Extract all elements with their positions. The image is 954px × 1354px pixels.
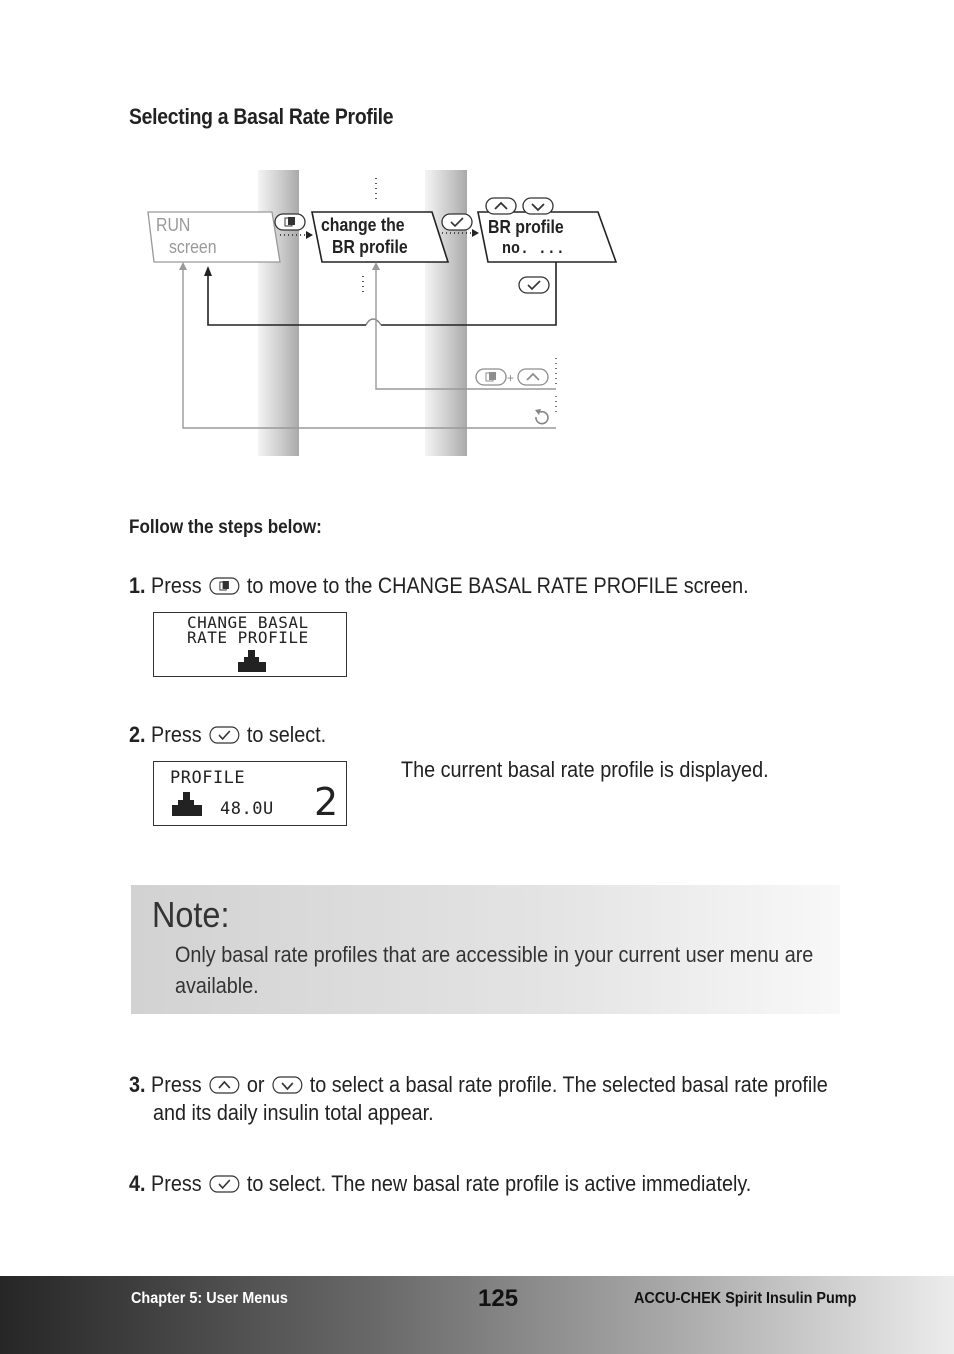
lcd-line-1: CHANGE BASAL [187, 613, 309, 632]
change-profile-label-1: change the [321, 215, 405, 235]
flow-diagram [140, 170, 620, 460]
step-3 [129, 1071, 828, 1099]
note-text: Only basal rate profiles that are accessible in your current user menu are available. [175, 942, 814, 998]
back-icon [535, 409, 548, 424]
step-text: to select a basal rate profile. The selected basal rate profile [309, 1072, 828, 1097]
menu-button-icon [476, 369, 506, 385]
ok-button-icon [209, 726, 240, 744]
ok-button-icon [209, 1175, 240, 1193]
lcd-line-2: RATE PROFILE [187, 628, 309, 647]
step-number: 2. [129, 722, 146, 747]
step-number: 3. [129, 1072, 146, 1097]
up-button-icon [518, 369, 548, 385]
lcd-profile-title: PROFILE [170, 768, 246, 788]
step-number: 4. [129, 1171, 146, 1196]
step-text: Press [151, 1072, 202, 1097]
up-button-icon [209, 1076, 240, 1094]
run-screen-label-2: screen [169, 237, 217, 257]
down-button-icon [272, 1076, 303, 1094]
lcd-profile-amount: 48.0U [220, 799, 274, 819]
step-text: Press [151, 1171, 202, 1196]
run-screen-label-1: RUN [156, 215, 191, 235]
menu-button-icon [275, 214, 305, 230]
step-2-result: The current basal rate profile is displayed. [401, 757, 769, 782]
step-number: 1. [129, 573, 146, 598]
svg-text:+: + [507, 371, 515, 385]
lcd-change-basal [153, 612, 347, 677]
basal-profile-icon [172, 792, 202, 816]
lcd-profile-number: 2 [314, 780, 339, 824]
menu-button-icon [209, 577, 240, 595]
step-3-line-2: and its daily insulin total appear. [153, 1100, 434, 1125]
step-text: to select. [246, 722, 327, 747]
change-profile-label-2: BR profile [332, 237, 408, 257]
br-profile-label-1: BR profile [488, 217, 564, 237]
step-text: Press [151, 573, 202, 598]
step-1 [129, 572, 749, 600]
lcd-profile [153, 761, 347, 826]
up-button-icon [486, 198, 516, 214]
note-title: Note: [152, 894, 230, 935]
footer-bar [0, 1276, 954, 1354]
section-heading: Selecting a Basal Rate Profile [129, 104, 394, 129]
step-text: to move to the CHANGE BASAL RATE PROFILE screen. [246, 573, 749, 598]
down-button-icon [523, 198, 553, 214]
step-text: to select. The new basal rate profile is active immediately. [246, 1171, 752, 1196]
page-number: 125 [478, 1285, 519, 1312]
basal-profile-icon [238, 650, 266, 672]
footer-product: ACCU-CHEK Spirit Insulin Pump [634, 1290, 857, 1307]
step-text: Press [151, 722, 202, 747]
step-2 [129, 721, 326, 749]
step-text: or [246, 1072, 265, 1097]
ok-button-icon [442, 214, 472, 230]
footer-chapter: Chapter 5: User Menus [131, 1290, 288, 1307]
br-profile-label-2: no. ... [502, 240, 565, 259]
step-4 [129, 1170, 751, 1198]
ok-button-icon [519, 277, 549, 293]
follow-steps-label: Follow the steps below: [129, 517, 322, 538]
